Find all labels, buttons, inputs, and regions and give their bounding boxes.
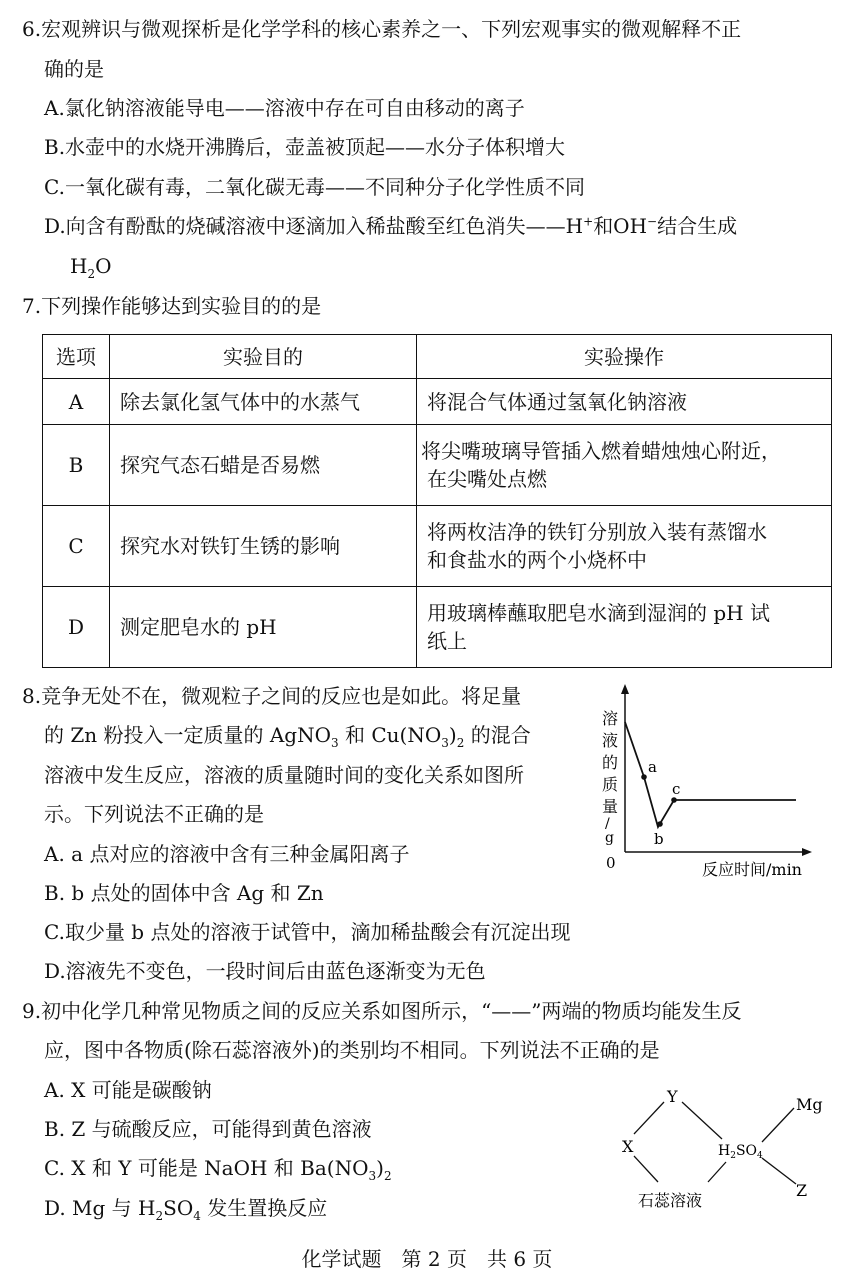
label-c: c — [672, 780, 681, 798]
q8-stem-line4: 示。下列说法不正确的是 — [44, 802, 264, 826]
q9-d-pre: D. Mg 与 H — [44, 1196, 156, 1220]
node-mg: Mg — [796, 1095, 823, 1114]
row-goal: 探究气态石蜡是否易燃 — [110, 425, 417, 506]
q8-s2e: ) — [448, 723, 457, 747]
node-h2so4 — [718, 1143, 763, 1161]
row-option: D — [43, 587, 110, 668]
node-litmus: 石蕊溶液 — [638, 1191, 703, 1210]
q8-s2g: 的混合 — [464, 723, 531, 747]
op-line2: 和食盐水的两个小烧杯中 — [427, 548, 647, 572]
q9-c-paren: ) — [376, 1156, 384, 1180]
col-option: 选项 — [43, 335, 110, 379]
h2so4-h: H — [718, 1143, 731, 1159]
q6-d-h: H — [70, 254, 88, 278]
q9-d-so: SO — [163, 1196, 194, 1220]
q6-option-d-cont — [70, 253, 112, 279]
q7-stem: 7.下列操作能够达到实验目的的是 — [22, 294, 322, 318]
ylabel-1: 溶 — [602, 709, 619, 728]
table-header-row — [43, 335, 832, 379]
op-line1: 将两枚洁净的铁钉分别放入装有蒸馏水 — [427, 520, 767, 544]
h2so4-4: 4 — [757, 1151, 763, 1161]
edge-litmus-h2so4 — [708, 1162, 726, 1182]
q6-stem-line1: 6.宏观辨识与微观探析是化学学科的核心素养之一、下列宏观事实的微观解释不正 — [22, 17, 742, 41]
q8-option-c: C.取少量 b 点处的溶液于试管中，滴加稀盐酸会有沉淀出现 — [44, 920, 571, 944]
q8-s2b: 3 — [331, 736, 339, 750]
q6-option-a: A.氯化钠溶液能导电——溶液中存在可自由移动的离子 — [44, 96, 525, 120]
node-z: Z — [796, 1181, 808, 1200]
row-goal: 探究水对铁钉生锈的影响 — [110, 506, 417, 587]
q6-d-mid: 和OH — [593, 214, 648, 238]
row-option: A — [43, 379, 110, 425]
q6-option-d — [44, 213, 737, 239]
edge-y-h2so4 — [682, 1102, 722, 1139]
op-line2: 纸上 — [427, 629, 467, 653]
edge-x-litmus — [634, 1156, 658, 1182]
q6-d-post: 结合生成 — [657, 214, 738, 238]
origin-label: 0 — [606, 854, 616, 872]
ylabel-5: 量 — [602, 797, 619, 816]
row-operation — [417, 425, 832, 506]
q8-stem-line3: 溶液中发生反应，溶液的质量随时间的变化关系如图所 — [44, 763, 524, 787]
q8-stem-line2 — [44, 722, 531, 748]
col-operation: 实验操作 — [417, 335, 832, 379]
q9-option-a: A. X 可能是碳酸钠 — [44, 1078, 212, 1102]
q9-option-b: B. Z 与硫酸反应，可能得到黄色溶液 — [44, 1117, 372, 1141]
edge-x-y — [634, 1102, 664, 1134]
edge-h2so4-mg — [762, 1108, 794, 1142]
q8-option-b: B. b 点处的固体中含 Ag 和 Zn — [44, 881, 324, 905]
point-a — [641, 774, 647, 780]
edge-h2so4-z — [762, 1158, 796, 1184]
ylabel-6: / — [605, 816, 610, 832]
page-footer: 化学试题 第 2 页 共 6 页 — [301, 1247, 553, 1271]
reaction-diagram — [612, 1084, 842, 1214]
ylabel-3: 的 — [602, 753, 619, 772]
q9-c-2: 2 — [383, 1169, 392, 1183]
q9-d-2: 2 — [155, 1209, 164, 1223]
q6-option-c: C.一氧化碳有毒，二氧化碳无毒——不同种分子化学性质不同 — [44, 175, 585, 199]
op-line1: 将混合气体通过氢氧化钠溶液 — [427, 389, 687, 414]
node-y: Y — [667, 1087, 678, 1106]
row-option: C — [43, 506, 110, 587]
q9-stem-line2: 应，图中各物质(除石蕊溶液外)的类别均不相同。下列说法不正确的是 — [44, 1038, 660, 1062]
row-operation — [417, 506, 832, 587]
q6-d-pre: D.向含有酚酞的烧碱溶液中逐滴加入稀盐酸至红色消失——H — [44, 214, 584, 238]
row-operation — [417, 587, 832, 668]
q8-option-d: D.溶液先不变色，一段时间后由蓝色逐渐变为无色 — [44, 959, 486, 983]
q9-d-4: 4 — [193, 1209, 201, 1223]
op-line1: 用玻璃棒蘸取肥皂水滴到湿润的 pH 试 — [427, 601, 770, 625]
node-x: X — [622, 1137, 634, 1156]
q9-stem-line1: 9.初中化学几种常见物质之间的反应关系如图所示，“——”两端的物质均能发生反 — [22, 999, 742, 1023]
y-axis-arrow — [621, 684, 629, 694]
q6-d-minus: − — [647, 214, 658, 229]
solution-mass-chart — [596, 682, 836, 882]
q6-stem-line2: 确的是 — [44, 57, 104, 81]
h2so4-so: SO — [735, 1143, 758, 1159]
ylabel-4: 质 — [602, 775, 619, 794]
q6-d-2: 2 — [87, 267, 96, 281]
q9-c-3: 3 — [368, 1169, 377, 1183]
q9-c-pre: C. X 和 Y 可能是 NaOH 和 Ba(NO — [44, 1156, 369, 1180]
table-row — [43, 506, 832, 587]
ylabel-2: 液 — [602, 731, 619, 750]
table-row — [43, 379, 832, 425]
experiment-table — [42, 334, 832, 668]
q8-s2c: 和 Cu(NO — [338, 723, 442, 747]
q8-option-a: A. a 点对应的溶液中含有三种金属阳离子 — [44, 842, 410, 866]
x-axis-arrow — [802, 848, 812, 856]
table-row — [43, 425, 832, 506]
row-operation — [417, 379, 832, 425]
q8-s2a: 的 Zn 粉投入一定质量的 AgNO — [44, 723, 331, 747]
table-row — [43, 587, 832, 668]
x-axis-label: 反应时间/min — [702, 860, 802, 879]
ylabel-7: g — [605, 830, 614, 846]
op-line2: 在尖嘴处点燃 — [427, 467, 547, 491]
label-a: a — [648, 758, 657, 776]
point-c — [671, 797, 677, 803]
q8-s2d: 3 — [441, 736, 449, 750]
q6-d-o: O — [95, 254, 112, 278]
h2so4-2: 2 — [730, 1151, 736, 1161]
q9-option-c — [44, 1155, 392, 1181]
row-goal: 除去氯化氢气体中的水蒸气 — [110, 379, 417, 425]
op-line1: 将尖嘴玻璃导管插入燃着蜡烛烛心附近， — [421, 439, 781, 463]
point-b — [657, 821, 663, 827]
row-option: B — [43, 425, 110, 506]
row-goal: 测定肥皂水的 pH — [110, 587, 417, 668]
label-b: b — [654, 830, 664, 848]
q8-s2f: 2 — [456, 736, 465, 750]
q9-d-post: 发生置换反应 — [200, 1196, 328, 1220]
col-goal: 实验目的 — [110, 335, 417, 379]
q8-stem-line1: 8.竞争无处不在，微观粒子之间的反应也是如此。将足量 — [22, 684, 522, 708]
q6-d-plus: + — [583, 214, 594, 229]
q6-option-b: B.水壶中的水烧开沸腾后，壶盖被顶起——水分子体积增大 — [44, 135, 566, 159]
q9-option-d — [44, 1195, 327, 1221]
